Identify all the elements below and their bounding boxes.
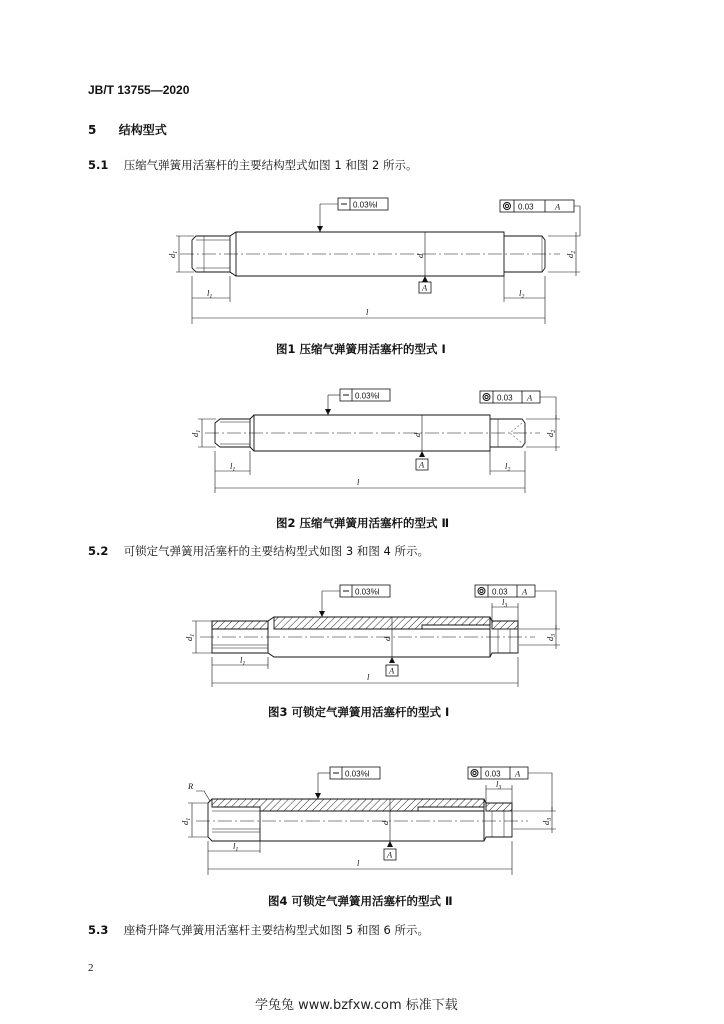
dim-l3: $l_3$ bbox=[502, 597, 508, 609]
concentricity-tolerance: 0.03 bbox=[492, 587, 508, 597]
dim-d: d bbox=[380, 820, 390, 825]
dim-l2: $l_2$ bbox=[519, 288, 525, 300]
straightness-tolerance: 0.03%l bbox=[355, 587, 380, 597]
datum-ref: A bbox=[515, 768, 521, 779]
figure-1-drawing bbox=[0, 192, 724, 332]
dim-d: d bbox=[382, 636, 392, 641]
dim-l1: $l_1$ bbox=[240, 655, 246, 667]
figure-4-drawing bbox=[0, 755, 724, 885]
dim-d2: $d_2$ bbox=[545, 429, 557, 437]
dim-d1: $d_1$ bbox=[184, 633, 196, 641]
dim-l1: $l_1$ bbox=[233, 841, 239, 853]
figure-1-caption: 图1 压缩气弹簧用活塞杆的型式 Ⅰ bbox=[276, 342, 446, 356]
figure-4-caption: 图4 可锁定气弹簧用活塞杆的型式 Ⅱ bbox=[268, 894, 453, 908]
dim-d2: $d_2$ bbox=[565, 250, 577, 258]
concentricity-tolerance: 0.03 bbox=[518, 202, 534, 212]
dim-d1: $d_1$ bbox=[167, 250, 179, 258]
clause-5-1 bbox=[88, 157, 417, 173]
clause-number: 5.3 bbox=[88, 923, 109, 937]
clause-5-2 bbox=[88, 543, 429, 559]
clause-text: 可锁定气弹簧用活塞杆的主要结构型式如图 3 和图 4 所示。 bbox=[123, 544, 429, 558]
dim-l2: $l_2$ bbox=[505, 461, 511, 473]
datum-label: A bbox=[387, 849, 393, 860]
dim-d3: $d_3$ bbox=[545, 633, 557, 641]
concentricity-tolerance: 0.03 bbox=[485, 769, 501, 779]
dim-d: d bbox=[412, 432, 422, 437]
clause-number: 5.1 bbox=[88, 158, 109, 172]
document-code: JB/T 13755—2020 bbox=[88, 83, 190, 97]
dim-l1: $l_1$ bbox=[207, 288, 213, 300]
straightness-tolerance: 0.03%l bbox=[353, 200, 378, 210]
section-heading bbox=[88, 121, 167, 138]
figure-3-drawing bbox=[0, 577, 724, 697]
datum-label: A bbox=[419, 459, 425, 470]
dim-d: d bbox=[415, 253, 425, 258]
footer-watermark: 学兔兔 www.bzfxw.com 标准下载 bbox=[255, 998, 458, 1013]
clause-5-3 bbox=[88, 922, 429, 938]
clause-text: 压缩气弹簧用活塞杆的主要结构型式如图 1 和图 2 所示。 bbox=[123, 158, 418, 172]
dim-d3: $d_3$ bbox=[541, 817, 553, 825]
dim-l: l bbox=[367, 672, 370, 682]
datum-ref: A bbox=[527, 392, 533, 403]
datum-label: A bbox=[422, 282, 428, 293]
straightness-tolerance: 0.03%l bbox=[345, 769, 370, 779]
figure-3-caption: 图3 可锁定气弹簧用活塞杆的型式 Ⅰ bbox=[268, 705, 450, 719]
dim-R: R bbox=[188, 781, 194, 791]
dim-l: l bbox=[357, 477, 360, 487]
page-number: 2 bbox=[88, 962, 94, 974]
dim-l: l bbox=[357, 858, 360, 868]
concentricity-tolerance: 0.03 bbox=[497, 393, 513, 403]
dim-d1: $d_1$ bbox=[180, 817, 192, 825]
clause-text: 座椅升降气弹簧用活塞杆主要结构型式如图 5 和图 6 所示。 bbox=[123, 923, 429, 937]
dim-l1: $l_1$ bbox=[230, 461, 236, 473]
dim-l: l bbox=[366, 307, 369, 317]
section-number: 5 bbox=[88, 123, 97, 137]
section-title: 结构型式 bbox=[118, 123, 167, 137]
datum-label: A bbox=[389, 665, 395, 676]
datum-ref: A bbox=[522, 586, 528, 597]
figure-2-caption: 图2 压缩气弹簧用活塞杆的型式 Ⅱ bbox=[276, 516, 450, 530]
clause-number: 5.2 bbox=[88, 544, 109, 558]
datum-ref: A bbox=[555, 201, 561, 212]
dim-d1: $d_1$ bbox=[190, 429, 202, 437]
figure-2-drawing bbox=[0, 383, 724, 503]
straightness-tolerance: 0.03%l bbox=[355, 391, 380, 401]
dim-l3: $l_3$ bbox=[496, 779, 502, 791]
